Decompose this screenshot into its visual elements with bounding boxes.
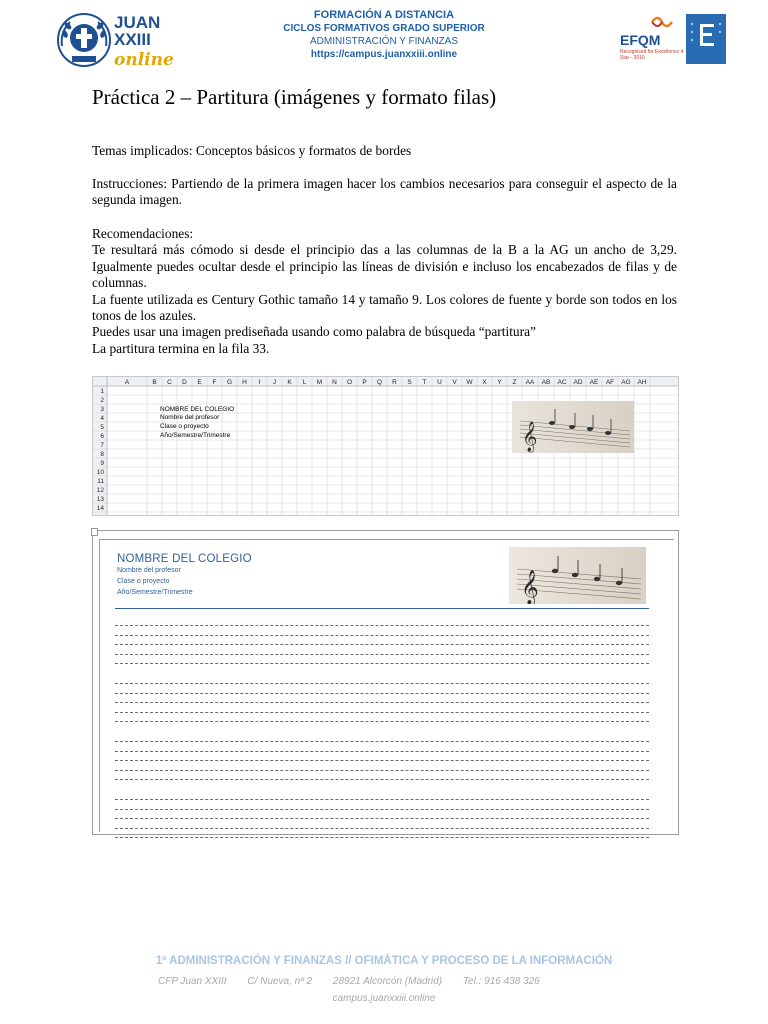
staff-line [115, 741, 649, 742]
logo-line-xxiii: XXIII [114, 30, 151, 49]
sheet-cell-profesor: Nombre del profesor [160, 414, 220, 421]
svg-text:𝄞: 𝄞 [521, 570, 539, 604]
row-header: 6 [100, 433, 104, 440]
recomendacion-item: Te resultará más cómodo si desde el principio das a las columnas de la B a la AG un ancho de 3,29. Igualmente puedes ocultar desde el principio las líneas de división e incluso los encabezados de filas y de columnas. [92, 242, 677, 291]
row-header: 4 [100, 415, 104, 422]
column-header: N [332, 379, 337, 386]
footer-city: 28921 Alcorcón (Madrid) [332, 976, 443, 987]
staff-line [115, 760, 649, 761]
column-header: AD [573, 379, 583, 386]
staff-line [115, 770, 649, 771]
instrucciones-paragraph: Instrucciones: Partiendo de la primera imagen hacer los cambios necesarios para conseguir el aspecto de la segunda imagen. [92, 176, 677, 208]
staff-line [115, 721, 649, 722]
column-header: AH [637, 379, 647, 386]
staff-line [115, 693, 649, 694]
staff-line [115, 779, 649, 780]
formatted-periodo: Año/Semestre/Trimestre [117, 589, 193, 596]
staff-line [115, 818, 649, 819]
footer-address: C/ Nueva, nº 2 [247, 976, 313, 987]
formatted-profesor: Nombre del profesor [117, 567, 181, 574]
header-administracion: ADMINISTRACIÓN Y FINANZAS [310, 36, 458, 47]
staff-line [115, 644, 649, 645]
formatted-school-name: NOMBRE DEL COLEGIO [117, 553, 252, 565]
footer-school: CFP Juan XXIII [158, 976, 227, 987]
column-header: J [272, 379, 277, 386]
column-header: AB [541, 379, 551, 386]
column-header: F [212, 379, 217, 386]
staff-line [115, 625, 649, 626]
column-header: W [466, 379, 473, 386]
column-header: M [316, 379, 323, 386]
column-header: S [407, 379, 412, 386]
row-header: 11 [97, 478, 104, 485]
column-header: O [346, 379, 353, 386]
sheet-music-image [512, 401, 634, 453]
column-header: AG [621, 379, 631, 386]
column-header: D [182, 379, 187, 386]
footer-phone: Tel.: 916 438 326 [462, 976, 540, 987]
formatted-clase: Clase o proyecto [117, 578, 170, 585]
staff-line [115, 809, 649, 810]
column-header: Q [376, 379, 383, 386]
staff-line [115, 663, 649, 664]
formatted-music-image [509, 547, 646, 604]
logo-line-juan: JUAN [114, 13, 161, 32]
row-header: 2 [100, 397, 104, 404]
row-header: 9 [100, 460, 104, 467]
spreadsheet-before-image [92, 376, 679, 516]
row-header: 3 [100, 406, 104, 413]
row-header: 13 [96, 496, 104, 503]
row-header: 8 [100, 451, 104, 458]
column-header: U [437, 379, 442, 386]
row-header: 14 [96, 505, 104, 512]
recomendaciones-heading: Recomendaciones: [92, 226, 194, 241]
column-header: R [392, 379, 397, 386]
staff-line [115, 837, 649, 838]
recomendaciones-section [92, 226, 677, 357]
staff-line [115, 683, 649, 684]
staff-line [115, 702, 649, 703]
footer-contact [158, 976, 558, 987]
row-header: 1 [100, 388, 104, 395]
sheet-cell-colegio: NOMBRE DEL COLEGIO [160, 406, 235, 413]
staff-line [115, 654, 649, 655]
staff-line [115, 751, 649, 752]
column-header: X [482, 379, 487, 386]
efqm-name: EFQM [620, 32, 661, 48]
column-header: B [152, 379, 157, 386]
formatted-header-rule [115, 608, 649, 609]
column-header: V [452, 379, 457, 386]
column-header: E [197, 379, 202, 386]
row-header: 7 [100, 442, 104, 449]
header-formacion: FORMACIÓN A DISTANCIA [313, 9, 455, 21]
footer-web[interactable]: campus.juanxxiii.online [332, 993, 436, 1004]
column-header: I [258, 379, 261, 386]
spreadsheet-after-image [92, 530, 679, 835]
recomendacion-item: La fuente utilizada es Century Gothic tamaño 14 y tamaño 9. Los colores de fuente y borde son todos en los tonos de los azules. [92, 291, 677, 324]
efqm-logo [620, 14, 726, 66]
row-header: 5 [100, 424, 104, 431]
logo-online: online [114, 50, 174, 70]
column-header: AA [525, 379, 535, 386]
sheet-cell-periodo: Año/Semestre/Trimestre [160, 432, 231, 439]
column-header: K [287, 379, 292, 386]
footer-course: 1º ADMINISTRACIÓN Y FINANZAS // OFIMÁTICA Y PROCESO DE LA INFORMACIÓN [155, 955, 613, 967]
staff-line [115, 828, 649, 829]
row-header: 10 [96, 469, 104, 476]
header-info [234, 9, 534, 61]
efqm-swirl-icon [650, 14, 674, 30]
juan-xxiii-logo [56, 12, 174, 72]
efqm-tagline: Recognised for Excellence 4 Star - 2016 [620, 49, 684, 61]
column-header: P [362, 379, 367, 386]
column-header: C [167, 379, 172, 386]
recomendacion-item: Puedes usar una imagen prediseñada usando como palabra de búsqueda “partitura” [92, 324, 536, 340]
column-header: AF [605, 379, 615, 386]
temas-paragraph: Temas implicados: Conceptos básicos y formatos de bordes [92, 143, 412, 158]
column-header: Z [512, 379, 517, 386]
excellence-badge-icon [686, 14, 726, 64]
staff-line [115, 712, 649, 713]
column-header: A [124, 379, 130, 386]
column-header: AE [589, 379, 599, 386]
recomendacion-item: La partitura termina en la fila 33. [92, 340, 270, 356]
corner-tag [91, 528, 98, 536]
school-emblem-icon [56, 12, 112, 68]
svg-text:𝄞: 𝄞 [522, 422, 538, 452]
staff-line [115, 799, 649, 800]
staff-line [115, 635, 649, 636]
column-header: T [422, 379, 427, 386]
page-title: Práctica 2 – Partitura (imágenes y formato filas) [92, 85, 497, 109]
column-header: Y [497, 379, 502, 386]
header-campus-link[interactable]: https://campus.juanxxiii.online [310, 49, 458, 60]
header-ciclos: CICLOS FORMATIVOS GRADO SUPERIOR [283, 23, 485, 34]
column-header: AC [557, 379, 567, 386]
sheet-cell-clase: Clase o proyecto [160, 423, 209, 430]
row-header: 12 [96, 487, 104, 494]
column-header: G [226, 379, 233, 386]
column-header: H [242, 379, 247, 386]
column-header: L [302, 379, 307, 386]
